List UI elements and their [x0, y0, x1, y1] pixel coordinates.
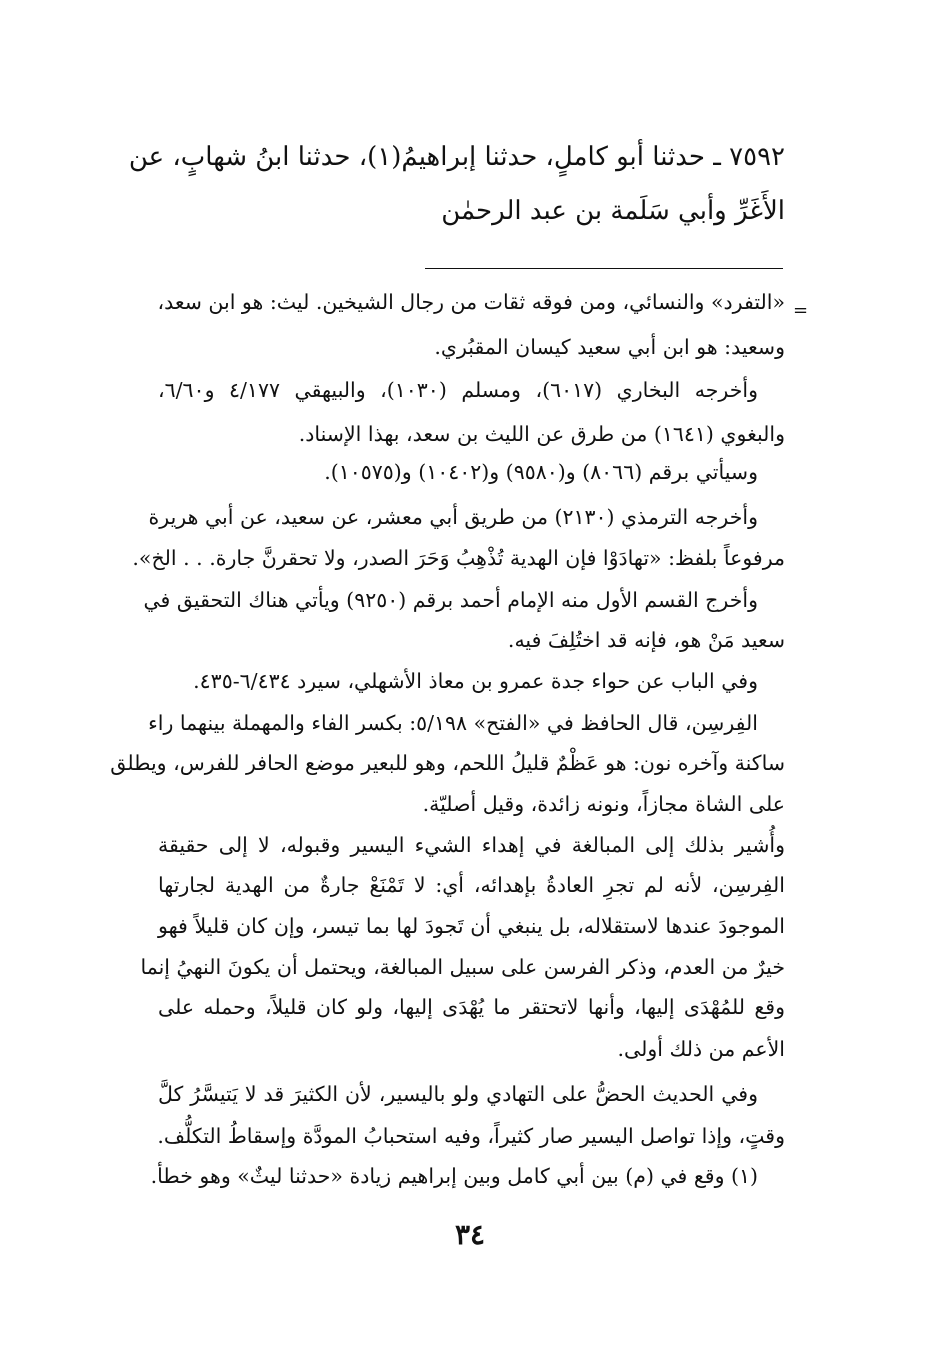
footnote-line: وسعيد: هو ابن أبي سعيد كيسان المقبُري. [434, 335, 785, 359]
footnote-line: ساكنة وآخره نون: هو عَظْمٌ قليلُ اللحم، وهو للبعير موضع الحافر للفرس، ويطلق [110, 751, 785, 775]
footnote-line: (١) وقع في (م) بين أبي كامل وبين إبراهيم زيادة «حدثنا ليثٌ» وهو خطأ. [150, 1164, 758, 1188]
footnote-line: على الشاة مجازاً، ونونه زائدة، وقيل أصليّة. [422, 792, 785, 816]
footnote-line: وأخرجه الترمذي (٢١٣٠) من طريق أبي معشر، عن سعيد، عن أبي هريرة [148, 505, 758, 529]
footnote-line: مرفوعاً بلفظ: «تهادَوْا فإن الهدية تُذْهِبُ وَحَرَ الصدر، ولا تحقرنَّ جارة. . . الخ». [132, 546, 785, 570]
footnote-line: وأخرجه البخاري (٦٠١٧)، ومسلم (١٠٣٠)، والبيهقي ٤/١٧٧ و٦/٦٠، [158, 378, 758, 402]
footnote-line: وفي الباب عن حواء جدة عمرو بن معاذ الأشهلي، سيرد ٦/٤٣٤-٤٣٥. [193, 669, 758, 693]
footnote-line: خيرٌ من العدم، وذكر الفرسن على سبيل المبالغة، ويحتمل أن يكونَ النهيُ إنما [140, 955, 785, 979]
footnote-line: وأخرج القسم الأول منه الإمام أحمد برقم (٩٢٥٠) ويأتي هناك التحقيق في [143, 588, 758, 612]
footnote-line: الموجودَ عندها لاستقلاله، بل ينبغي أن تَجودَ لها بما تيسر، وإن كان قليلاً فهو [158, 914, 785, 938]
footnote-line: سعيد مَنْ هو، فإنه قد اختُلِفَ فيه. [507, 628, 785, 652]
page-number: ٣٤ [454, 1218, 486, 1251]
footnote-line: وقع للمُهْدَى إليها، وأنها لاتحتقر ما يُهْدَى إليها، ولو كان قليلاً، وحمله على [158, 995, 785, 1019]
footnote-line: وسيأتي برقم (٨٠٦٦) و(٩٥٨٠) و(١٠٤٠٢) و(١٠٥٧٥). [324, 460, 758, 484]
footnote-line: الفِرسِن، لأنه لم تجرِ العادةُ بإهدائه، أي: لا تَمْنَعْ جارةٌ من الهدية لجارتها [158, 873, 785, 897]
footnote-line: وأُشير بذلك إلى المبالغة في إهداء الشيء اليسير وقبوله، لا إلى حقيقة [158, 833, 785, 857]
footnote-line: وفي الحديث الحضُّ على التهادي ولو باليسير، لأن الكثيرَ قد لا يَتيسَّرُ كلَّ [158, 1082, 758, 1106]
continuation-mark: = [793, 300, 809, 321]
main-text-line-1: ٧٥٩٢ ـ حدثنا أبو كاملٍ، حدثنا إبراهيمُ(١)، حدثنا ابنُ شهابٍ، عن [128, 142, 785, 172]
footnote-line: الفِرسِن، قال الحافظ في «الفتح» ٥/١٩٨: بكسر الفاء والمهملة بينهما راء [148, 711, 758, 735]
footnote-line: وقتٍ، وإذا تواصل اليسير صار كثيراً، وفيه استحبابُ المودَّة وإسقاطُ التكلُّف. [157, 1124, 785, 1148]
footnote-line: والبغوي (١٦٤١) من طرق عن الليث بن سعد، بهذا الإسناد. [298, 422, 785, 446]
footnote-separator [425, 268, 783, 269]
footnote-line: الأعم من ذلك أولى. [617, 1037, 785, 1061]
footnote-line: «التفرد» والنسائي، ومن فوقه ثقات من رجال الشيخين. ليث: هو ابن سعد، [157, 290, 785, 314]
main-text-line-2: الأَغَرِّ وأبي سَلَمة بن عبد الرحمٰن [441, 196, 785, 226]
